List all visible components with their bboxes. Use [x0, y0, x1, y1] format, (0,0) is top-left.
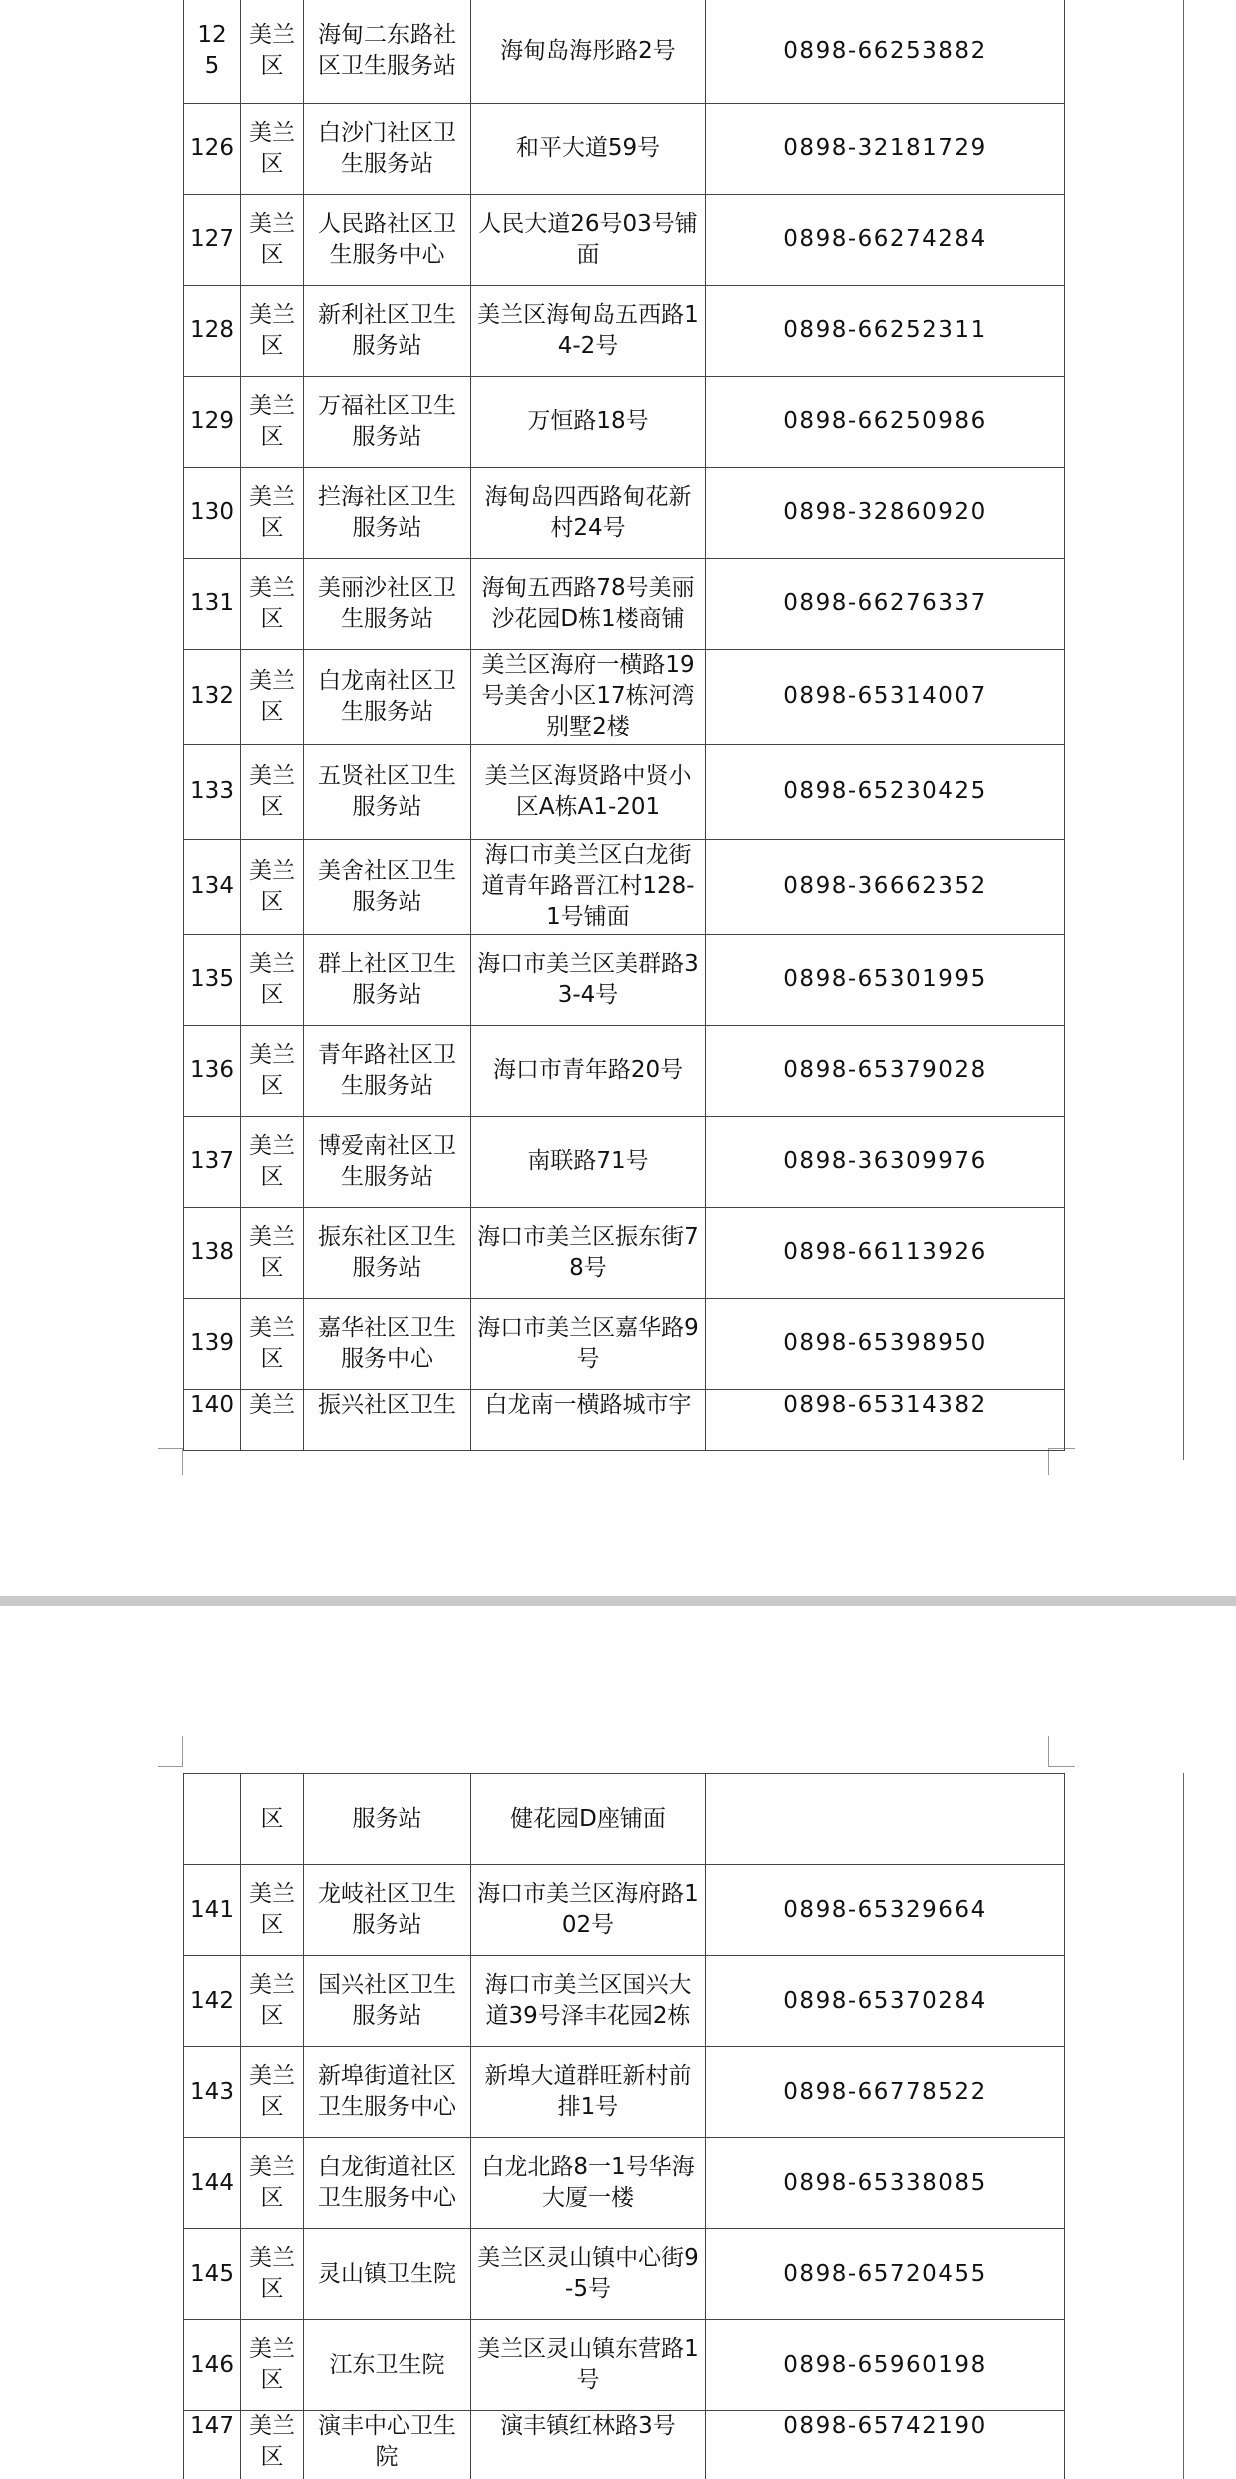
table-row: [184, 1298, 1065, 1389]
address-cell: 万恒路18号: [471, 376, 706, 467]
address-cell: 海甸五西路78号美丽沙花园D栋1楼商铺: [471, 558, 706, 649]
page-separator: [0, 1596, 1236, 1606]
table-row: [184, 839, 1065, 934]
phone-cell: 0898-65742190: [706, 2411, 1065, 2479]
phone-cell: 0898-66253882: [706, 0, 1065, 103]
table-row: [184, 1207, 1065, 1298]
district-cell: 美兰区: [241, 467, 304, 558]
clinic-table-body: [184, 1774, 1065, 2479]
table-row: [184, 1774, 1065, 1865]
clinic-name-cell: 美丽沙社区卫生服务站: [304, 558, 471, 649]
clinic-name-cell: 振兴社区卫生: [304, 1389, 471, 1450]
address-cell: 海口市美兰区美群路33-4号: [471, 934, 706, 1025]
district-cell: 美兰区: [241, 1865, 304, 1956]
clinic-name-cell: 服务站: [304, 1774, 471, 1865]
phone-cell: 0898-65338085: [706, 2138, 1065, 2229]
district-cell: 美兰区: [241, 2411, 304, 2479]
table-row: [184, 103, 1065, 194]
address-cell: 新埠大道群旺新村前排1号: [471, 2047, 706, 2138]
table-row: [184, 744, 1065, 839]
phone-cell: 0898-66274284: [706, 194, 1065, 285]
crop-mark: [1048, 1736, 1075, 1767]
table-row: [184, 2047, 1065, 2138]
table-row: [184, 2229, 1065, 2320]
district-cell: 美兰区: [241, 934, 304, 1025]
phone-cell: 0898-66252311: [706, 285, 1065, 376]
row-number: [184, 1774, 241, 1865]
document-page-2: [0, 1606, 1236, 2479]
phone-cell: 0898-65329664: [706, 1865, 1065, 1956]
district-cell: 美兰: [241, 1389, 304, 1450]
table-row: [184, 194, 1065, 285]
district-cell: 美兰区: [241, 558, 304, 649]
district-cell: 美兰区: [241, 1207, 304, 1298]
clinic-name-cell: 嘉华社区卫生服务中心: [304, 1298, 471, 1389]
clinic-name-cell: 人民路社区卫生服务中心: [304, 194, 471, 285]
phone-cell: 0898-65370284: [706, 1956, 1065, 2047]
page-frame-line: [1183, 0, 1184, 1460]
phone-cell: 0898-66778522: [706, 2047, 1065, 2138]
address-cell: 和平大道59号: [471, 103, 706, 194]
table-row: [184, 467, 1065, 558]
district-cell: 美兰区: [241, 1298, 304, 1389]
table-row: [184, 1865, 1065, 1956]
row-number: 128: [184, 285, 241, 376]
row-number: 143: [184, 2047, 241, 2138]
clinic-name-cell: 白沙门社区卫生服务站: [304, 103, 471, 194]
row-number: 131: [184, 558, 241, 649]
row-number: 142: [184, 1956, 241, 2047]
phone-cell: 0898-65960198: [706, 2320, 1065, 2411]
address-cell: 海口市美兰区海府路102号: [471, 1865, 706, 1956]
row-number: 127: [184, 194, 241, 285]
row-number: 132: [184, 649, 241, 744]
address-cell: 海甸岛四西路甸花新村24号: [471, 467, 706, 558]
district-cell: 美兰区: [241, 0, 304, 103]
district-cell: 区: [241, 1774, 304, 1865]
clinic-name-cell: 新利社区卫生服务站: [304, 285, 471, 376]
district-cell: 美兰区: [241, 376, 304, 467]
table-row: [184, 934, 1065, 1025]
table-row: [184, 2411, 1065, 2479]
district-cell: 美兰区: [241, 194, 304, 285]
phone-cell: 0898-36662352: [706, 839, 1065, 934]
phone-cell: 0898-65314382: [706, 1389, 1065, 1450]
address-cell: 美兰区海贤路中贤小区A栋A1-201: [471, 744, 706, 839]
clinic-name-cell: 白龙街道社区卫生服务中心: [304, 2138, 471, 2229]
phone-cell: 0898-65720455: [706, 2229, 1065, 2320]
district-cell: 美兰区: [241, 839, 304, 934]
phone-cell: 0898-66113926: [706, 1207, 1065, 1298]
district-cell: 美兰区: [241, 744, 304, 839]
district-cell: 美兰区: [241, 2047, 304, 2138]
clinic-name-cell: 万福社区卫生服务站: [304, 376, 471, 467]
clinic-name-cell: 美舍社区卫生服务站: [304, 839, 471, 934]
table-row: [184, 2320, 1065, 2411]
clinic-name-cell: 博爱南社区卫生服务站: [304, 1116, 471, 1207]
address-cell: 海口市美兰区嘉华路9号: [471, 1298, 706, 1389]
phone-cell: 0898-66250986: [706, 376, 1065, 467]
crop-mark: [1048, 1448, 1075, 1475]
row-number: 133: [184, 744, 241, 839]
address-cell: 白龙北路8一1号华海大厦一楼: [471, 2138, 706, 2229]
row-number: 126: [184, 103, 241, 194]
address-cell: 美兰区灵山镇中心街9-5号: [471, 2229, 706, 2320]
phone-cell: [706, 1774, 1065, 1865]
clinic-name-cell: 演丰中心卫生院: [304, 2411, 471, 2479]
row-number: 135: [184, 934, 241, 1025]
row-number: 144: [184, 2138, 241, 2229]
clinic-table-page-1: [183, 0, 1065, 1451]
table-row: [184, 1116, 1065, 1207]
clinic-name-cell: 振东社区卫生服务站: [304, 1207, 471, 1298]
table-row: [184, 558, 1065, 649]
row-number: 136: [184, 1025, 241, 1116]
clinic-name-cell: 新埠街道社区卫生服务中心: [304, 2047, 471, 2138]
row-number: 139: [184, 1298, 241, 1389]
clinic-name-cell: 海甸二东路社区卫生服务站: [304, 0, 471, 103]
phone-cell: 0898-65230425: [706, 744, 1065, 839]
row-number: 134: [184, 839, 241, 934]
clinic-name-cell: 拦海社区卫生服务站: [304, 467, 471, 558]
clinic-name-cell: 国兴社区卫生服务站: [304, 1956, 471, 2047]
page-frame-line: [1183, 1773, 1184, 2479]
phone-cell: 0898-66276337: [706, 558, 1065, 649]
district-cell: 美兰区: [241, 1025, 304, 1116]
district-cell: 美兰区: [241, 285, 304, 376]
phone-cell: 0898-65379028: [706, 1025, 1065, 1116]
address-cell: 南联路71号: [471, 1116, 706, 1207]
clinic-name-cell: 五贤社区卫生服务站: [304, 744, 471, 839]
row-number: 141: [184, 1865, 241, 1956]
clinic-name-cell: 江东卫生院: [304, 2320, 471, 2411]
table-row: [184, 285, 1065, 376]
table-row: [184, 1956, 1065, 2047]
address-cell: 美兰区灵山镇东营路1号: [471, 2320, 706, 2411]
row-number: 137: [184, 1116, 241, 1207]
address-cell: 海甸岛海彤路2号: [471, 0, 706, 103]
district-cell: 美兰区: [241, 103, 304, 194]
phone-cell: 0898-32860920: [706, 467, 1065, 558]
district-cell: 美兰区: [241, 1956, 304, 2047]
address-cell: 海口市青年路20号: [471, 1025, 706, 1116]
clinic-name-cell: 灵山镇卫生院: [304, 2229, 471, 2320]
row-number: 145: [184, 2229, 241, 2320]
clinic-name-cell: 青年路社区卫生服务站: [304, 1025, 471, 1116]
row-number: 129: [184, 376, 241, 467]
district-cell: 美兰区: [241, 649, 304, 744]
row-number: 138: [184, 1207, 241, 1298]
phone-cell: 0898-32181729: [706, 103, 1065, 194]
table-row: [184, 649, 1065, 744]
phone-cell: 0898-65314007: [706, 649, 1065, 744]
row-number: 125: [184, 0, 241, 103]
district-cell: 美兰区: [241, 1116, 304, 1207]
address-cell: 健花园D座铺面: [471, 1774, 706, 1865]
address-cell: 海口市美兰区振东街78号: [471, 1207, 706, 1298]
district-cell: 美兰区: [241, 2138, 304, 2229]
clinic-name-cell: 群上社区卫生服务站: [304, 934, 471, 1025]
address-cell: 美兰区海府一横路19号美舍小区17栋河湾别墅2楼: [471, 649, 706, 744]
phone-cell: 0898-65301995: [706, 934, 1065, 1025]
table-row: [184, 376, 1065, 467]
phone-cell: 0898-65398950: [706, 1298, 1065, 1389]
table-row: [184, 0, 1065, 103]
address-cell: 海口市美兰区白龙街道青年路晋江村128-1号铺面: [471, 839, 706, 934]
row-number: 140: [184, 1389, 241, 1450]
table-row: [184, 1025, 1065, 1116]
clinic-name-cell: 白龙南社区卫生服务站: [304, 649, 471, 744]
crop-mark: [158, 1736, 183, 1767]
address-cell: 白龙南一横路城市宇: [471, 1389, 706, 1450]
row-number: 130: [184, 467, 241, 558]
district-cell: 美兰区: [241, 2229, 304, 2320]
address-cell: 演丰镇红林路3号: [471, 2411, 706, 2479]
table-row: [184, 1389, 1065, 1450]
clinic-table-page-2: [183, 1773, 1065, 2479]
crop-mark: [158, 1448, 183, 1475]
row-number: 147: [184, 2411, 241, 2479]
clinic-table-body: [184, 0, 1065, 1450]
table-row: [184, 2138, 1065, 2229]
row-number: 146: [184, 2320, 241, 2411]
address-cell: 海口市美兰区国兴大道39号泽丰花园2栋: [471, 1956, 706, 2047]
clinic-name-cell: 龙岐社区卫生服务站: [304, 1865, 471, 1956]
address-cell: 美兰区海甸岛五西路14-2号: [471, 285, 706, 376]
phone-cell: 0898-36309976: [706, 1116, 1065, 1207]
district-cell: 美兰区: [241, 2320, 304, 2411]
address-cell: 人民大道26号03号铺面: [471, 194, 706, 285]
